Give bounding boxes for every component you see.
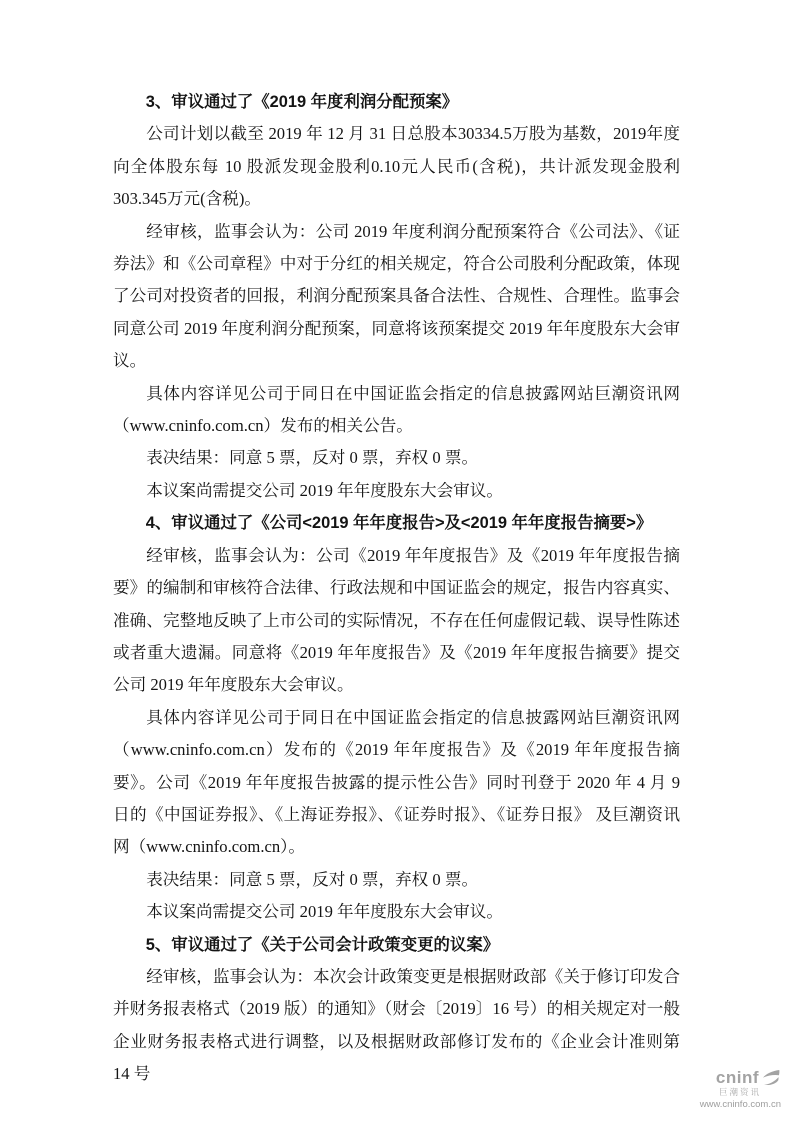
section-heading: 3、审议通过了《2019 年度利润分配预案》 <box>145 93 459 111</box>
paragraph: 表决结果：同意 5 票，反对 0 票，弃权 0 票。 <box>146 448 479 468</box>
cninfo-chinese-name: 巨潮资讯 <box>718 1087 761 1098</box>
paragraph: 表决结果：同意 5 票，反对 0 票，弃权 0 票。 <box>146 869 479 889</box>
cninfo-logo <box>700 1068 781 1110</box>
section-heading: 4、审议通过了《公司<2019 年年度报告>及<2019 年年度报告摘要>》 <box>145 514 653 533</box>
paragraph: 具体内容详见公司于同日在中国证监会指定的信息披露网站巨潮资讯网（www.cninfo.com.cn）发布的《2019 年年度报告》及《2019 年年度报告摘要》。公司《2019 年年度报告披露的提示性公告》同时刊登于 2020 年 4 月 9 日的《中国证券报》、《上海证券报》、《证券时报》、《证券日报》 及巨潮资讯网（www.cninfo.com.cn）。 <box>113 707 680 857</box>
document-body <box>113 86 680 1091</box>
cninfo-wordmark: cninf <box>715 1068 759 1088</box>
paragraph: 经审核，监事会认为：公司《2019 年年度报告》及《2019 年年度报告摘要》的编制和审核符合法律、行政法规和中国证监会的规定，报告内容真实、准确、完整地反映了上市公司的实际情况，不存在任何虚假记载、误导性陈述或者重大遗漏。同意将《2019 年年度报告》及《2019 年年度报告摘要》提交公司 2019 年年度股东大会审议。 <box>113 545 680 695</box>
paragraph: 本议案尚需提交公司 2019 年年度股东大会审议。 <box>146 480 503 500</box>
cninfo-logo-row <box>716 1068 781 1087</box>
paragraph: 经审核，监事会认为：本次会计政策变更是根据财政部《关于修订印发合并财务报表格式（2019 版）的通知》（财会〔2019〕16 号）的相关规定对一般企业财务报表格式进行调整，以及根据财政部修订发布的《企业会计准则第 14 号 <box>113 966 680 1084</box>
paragraph: 经审核，监事会认为：公司 2019 年度利润分配预案符合《公司法》、《证券法》和《公司章程》中对于分红的相关规定，符合公司股利分配政策，体现了公司对投资者的回报，利润分配预案具备合法性、合规性、合理性。监事会同意公司 2019 年度利润分配预案，同意将该预案提交 2019 年年度股东大会审议。 <box>113 221 680 371</box>
paragraph: 具体内容详见公司于同日在中国证监会指定的信息披露网站巨潮资讯网（www.cninfo.com.cn）发布的相关公告。 <box>113 383 680 436</box>
cninfo-url: www.cninfo.com.cn <box>699 1098 781 1110</box>
section-heading: 5、审议通过了《关于公司会计政策变更的议案》 <box>145 935 500 954</box>
paragraph: 本议案尚需提交公司 2019 年年度股东大会审议。 <box>146 902 503 922</box>
paragraph: 公司计划以截至 2019 年 12 月 31 日总股本30334.5万股为基数，2019年度向全体股东每 10 股派发现金股利0.10元人民币(含税)，共计派发现金股利303.345万元(含税)。 <box>113 124 680 209</box>
cninfo-swirl-icon <box>761 1068 781 1087</box>
